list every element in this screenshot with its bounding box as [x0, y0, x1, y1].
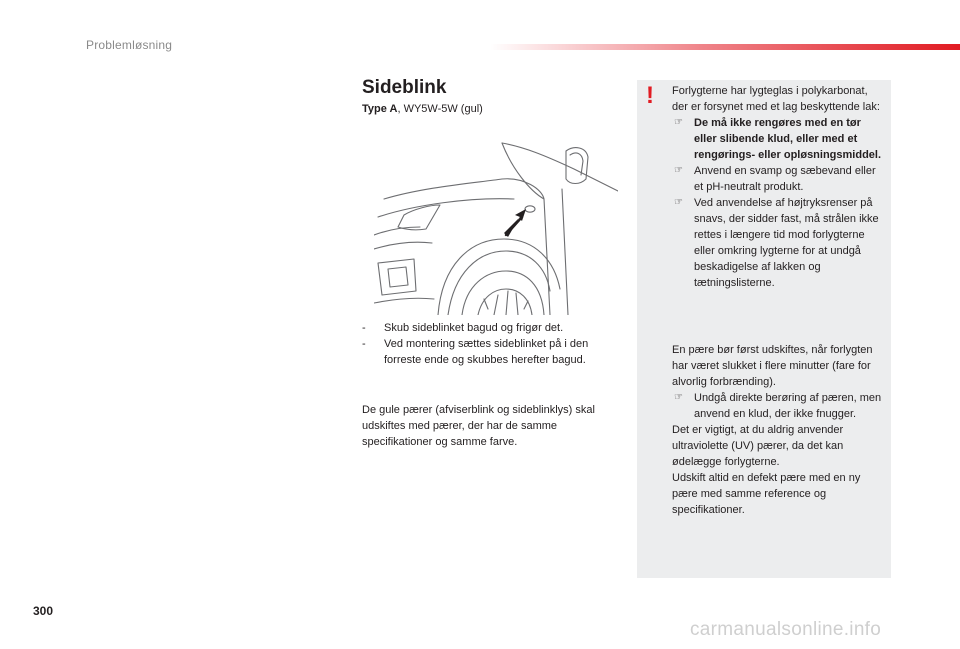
pointing-hand-icon: ☞: [674, 117, 683, 128]
pointing-hand-icon: ☞: [674, 197, 683, 208]
pointing-hand-icon: ☞: [674, 392, 683, 403]
exclamation-icon: !: [646, 82, 654, 109]
bulb-colour-note: De gule pærer (afviserblink og sideblinklys) skal udskiftes med pærer, der har de samme specifikationer og samme farve.: [362, 404, 595, 448]
vehicle-front-wing-drawing: [374, 139, 618, 315]
warning-bullet-text: De må ikke rengøres med en tør eller slibende klud, eller med et rengørings- eller opløsningsmiddel.: [694, 117, 882, 161]
warning-uv-text: Det er vigtigt, at du aldrig anvender ultraviolette (UV) pærer, da det kan ødelægge forlygterne.: [672, 424, 844, 468]
warning-bullet: [672, 163, 886, 195]
step-marker: -: [362, 338, 366, 350]
warning-bullet-text: Anvend en svamp og sæbevand eller et pH-neutralt produkt.: [694, 165, 876, 193]
step-marker: -: [362, 322, 366, 334]
warning-bullet: [672, 390, 886, 422]
chapter-title: Problemløsning: [86, 38, 173, 52]
step-text: Skub sideblinket bagud og frigør det.: [384, 322, 564, 334]
warning-intro: En pære bør først udskiftes, når forlygten har været slukket i flere minutter (fare for alvorlig forbrænding).: [672, 344, 873, 388]
page-number: 300: [33, 604, 54, 618]
bulb-type-label: Type A: [362, 103, 398, 115]
side-indicator-illustration: [374, 139, 618, 315]
warning-bullets: [672, 115, 886, 291]
warning-bullets: [672, 390, 886, 422]
procedure-steps: [362, 320, 612, 368]
warning-block-headlamp-glass: [672, 83, 886, 291]
watermark: carmanualsonline.info: [690, 619, 882, 640]
bulb-type: [362, 103, 483, 115]
warning-replace-text: Udskift altid en defekt pære med en ny pære med samme reference og specifikationer.: [672, 472, 861, 516]
procedure-step: [362, 320, 612, 336]
warning-bullet-text: Ved anvendelse af højtryksrenser på snavs, der sidder fast, må strålen ikke rettes i længere tid mod forlygterne eller omkring lygterne for at undgå beskadigelse af lakken og tætningslisterne.: [694, 197, 879, 289]
pointing-hand-icon: ☞: [674, 165, 683, 176]
bulb-type-detail: , WY5W-5W (gul): [397, 103, 483, 115]
section-title: Sideblink: [362, 77, 447, 98]
arrow-icon: [504, 209, 526, 237]
warning-bullet-text: Undgå direkte berøring af pæren, men anvend en klud, der ikke fnugger.: [694, 392, 882, 420]
chapter-accent-bar: [490, 44, 960, 50]
warning-intro: Forlygterne har lygteglas i polykarbonat, der er forsynet med et lag beskyttende lak:: [672, 85, 880, 113]
warning-bullet: [672, 195, 886, 291]
warning-bullet: [672, 115, 886, 163]
procedure-step: [362, 336, 612, 368]
step-text: Ved montering sættes sideblinket på i den forreste ende og skubbes herefter bagud.: [384, 338, 589, 366]
warning-block-bulb-handling: [672, 342, 886, 518]
